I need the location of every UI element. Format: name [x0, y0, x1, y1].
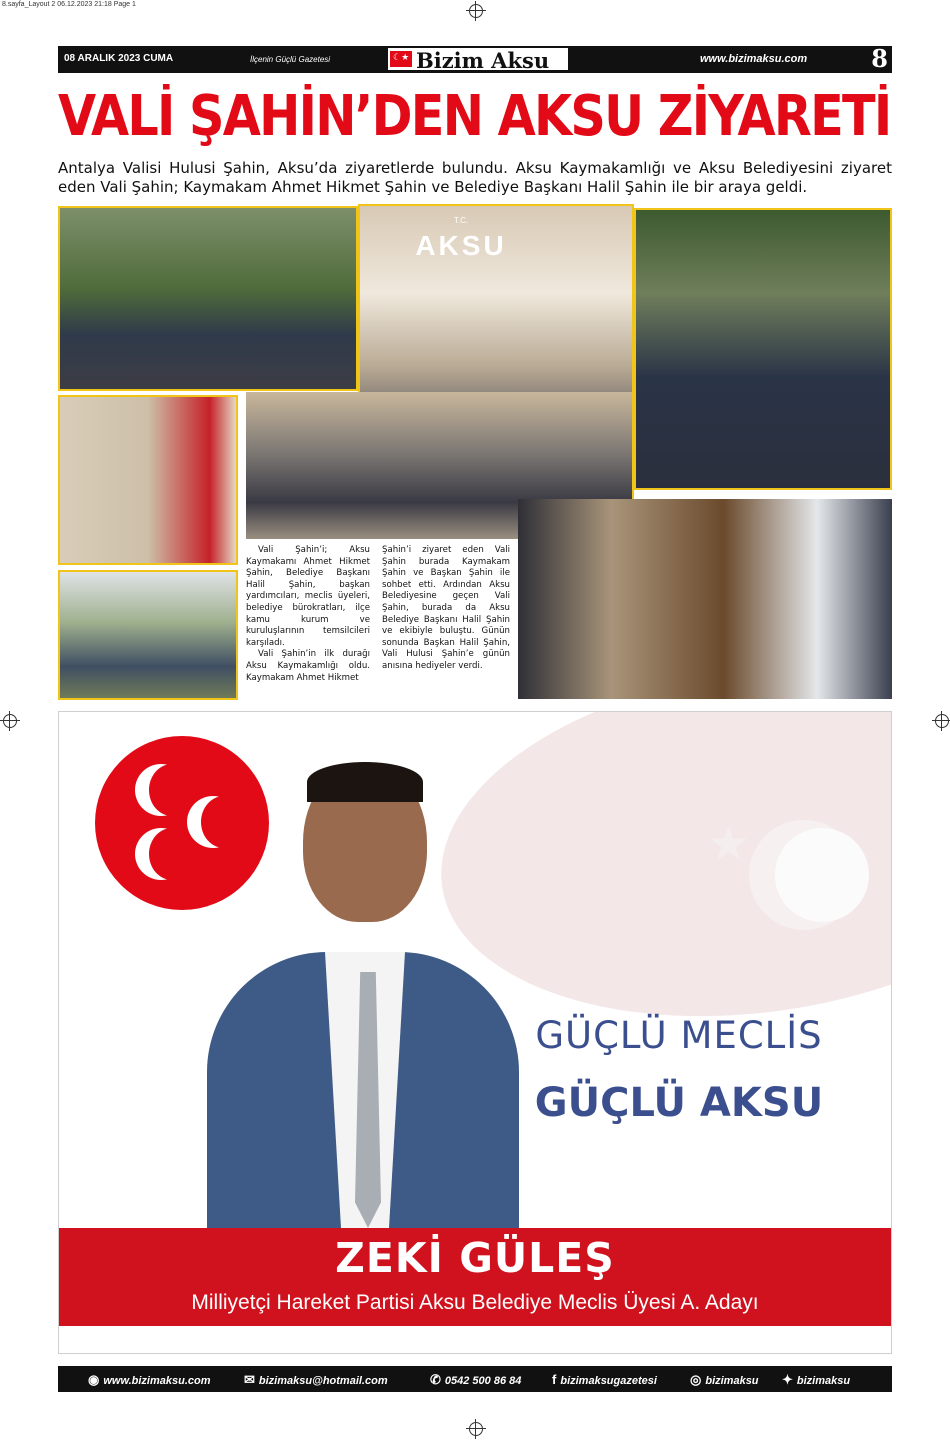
registration-mark-bottom: [469, 1422, 483, 1436]
turkish-flag-icon: [390, 51, 412, 67]
photo-office-handshake: [518, 499, 892, 699]
crescent-watermark-icon: [749, 820, 859, 930]
registration-mark-top: [469, 4, 483, 18]
candidate-banner: [59, 1228, 891, 1326]
footer-email[interactable]: ✉ bizimaksu@hotmail.com: [244, 1372, 388, 1387]
election-advertisement: [58, 711, 892, 1354]
instagram-icon: ◎: [690, 1372, 702, 1387]
candidate-name: ZEKİ GÜLEŞ: [335, 1234, 615, 1282]
footer-instagram[interactable]: ◎ bizimaksu: [690, 1372, 759, 1387]
mail-icon: ✉: [244, 1372, 255, 1387]
star-watermark-icon: ★: [707, 818, 751, 871]
logo-text: Bizim Aksu: [416, 48, 550, 73]
footer-phone[interactable]: ✆ 0542 500 86 84: [430, 1372, 522, 1387]
column-1-paragraph-1: Vali Şahin’i; Aksu Kaymakamı Ahmet Hikmet Şahin, Belediye Başkanı Halil Şahin, başkan yardımcıları, meclis üyeleri, belediye bürokratları, ilçe kamu kurum ve kuruluşlarının temsilcileri karşıladı.: [246, 545, 370, 648]
candidate-title: Milliyetçi Hareket Partisi Aksu Belediye Meclis Üyesi A. Adayı: [191, 1291, 759, 1314]
twitter-icon: ✦: [782, 1372, 793, 1387]
column-2-paragraph-1: Şahin’i ziyaret eden Vali Şahin burada Kaymakam Şahin ve Başkan Şahin ile sohbet etti. Ardından Aksu Belediyesine geçen Vali Şahin, burada da Aksu Belediye Başkanı Halil Şahin ve ekibiyle buluştu. Günün sonunda Başkan Halil Şahin, Vali Hulusi Şahin’e günün anısına hediyeler verdi.: [382, 545, 510, 671]
photo-governor-handshake-outdoors: [58, 206, 358, 391]
registration-mark-left: [3, 714, 17, 728]
tagline: İlçenin Güçlü Gazetesi: [250, 55, 331, 64]
crescent-icon: [135, 764, 187, 816]
photo-gift-presentation: [58, 395, 238, 565]
contact-footer: [58, 1366, 892, 1392]
masthead-bar: [58, 46, 892, 73]
registration-mark-right: [935, 714, 949, 728]
lede-paragraph: Antalya Valisi Hulusi Şahin, Aksu’da ziyaretlerde bulundu. Aksu Kaymakamlığı ve Aksu Belediyesini ziyaret eden Vali Şahin; Kaymakam Ahmet Hikmet Şahin ve Belediye Başkanı Halil Şahin ile bir araya geldi.: [58, 159, 892, 196]
header-url[interactable]: www.bizimaksu.com: [700, 53, 808, 65]
globe-icon: ◉: [88, 1372, 100, 1387]
whatsapp-icon: ✆: [430, 1372, 441, 1387]
slogan-line-2: GÜÇLÜ AKSU: [534, 1080, 824, 1126]
issue-date: 08 ARALIK 2023 CUMA: [64, 53, 174, 64]
article-column-1: [246, 545, 370, 684]
column-1-paragraph-2: Vali Şahin’in ilk durağı Aksu Kaymakamlığı oldu. Kaymakam Ahmet Hikmet: [246, 649, 370, 683]
slogan-line-1: GÜÇLÜ MECLİS: [535, 1014, 823, 1057]
page-number: 8: [871, 44, 888, 73]
print-slug: 8.sayfa_Layout 2 06.12.2023 21:18 Page 1: [2, 1, 136, 8]
footer-facebook[interactable]: f bizimaksugazetesi: [552, 1372, 657, 1387]
footer-twitter[interactable]: ✦ bizimaksu: [782, 1372, 851, 1387]
candidate-portrait: [207, 762, 519, 1228]
headline: VALİ ŞAHİN’DEN AKSU ZİYARETİ: [58, 84, 891, 149]
building-sign: AKSU: [415, 230, 507, 261]
photo-children-flowers: [58, 570, 238, 700]
photo-greeting-officials: [634, 208, 892, 490]
article-column-2: [382, 545, 510, 673]
crescent-icon: [135, 828, 187, 880]
footer-website[interactable]: ◉ www.bizimaksu.com: [88, 1372, 211, 1387]
building-sign-tc: T.C.: [453, 216, 469, 225]
newspaper-logo: [388, 48, 568, 73]
facebook-icon: f: [552, 1372, 557, 1387]
